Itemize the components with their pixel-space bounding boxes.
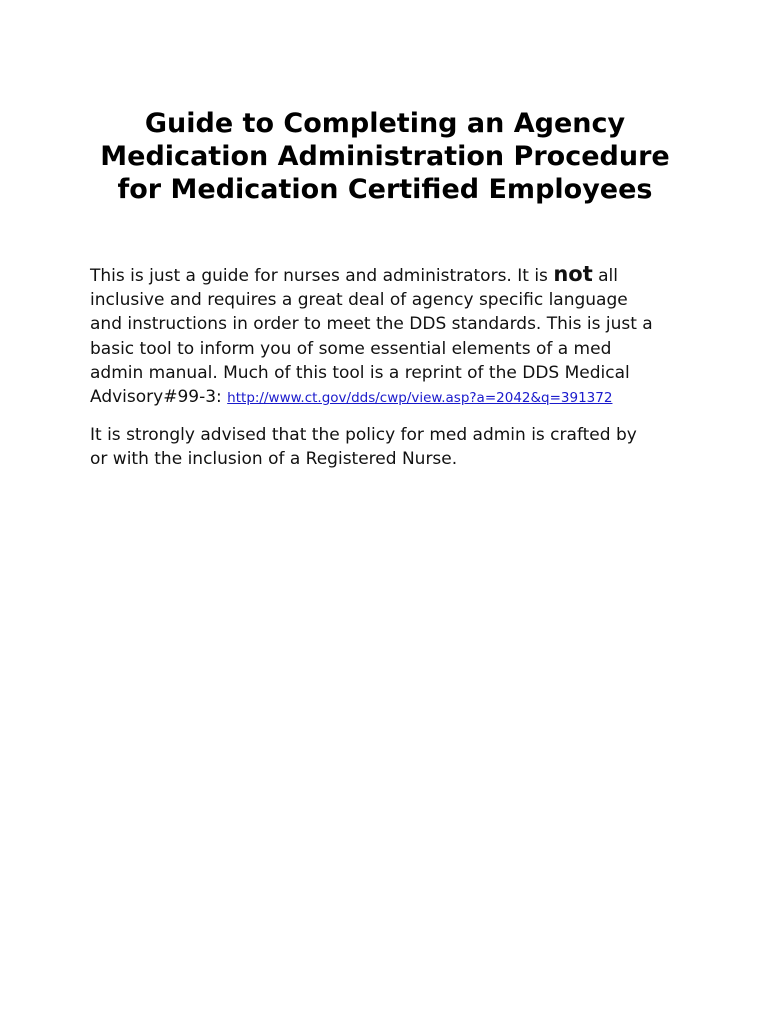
intro-line-1-text: This is just a guide for nurses and administrators. It is: [90, 266, 554, 286]
advice-paragraph: [90, 423, 690, 471]
title-line-3: for Medication Certified Employees: [117, 174, 653, 205]
intro-line-1: [90, 262, 690, 288]
advice-line-2: or with the inclusion of a Registered Nurse.: [90, 449, 458, 470]
intro-line-6: [90, 385, 690, 410]
intro-line-1-tail: all: [592, 266, 619, 286]
intro-line-5: admin manual. Much of this tool is a reprint of the DDS Medical: [90, 362, 630, 383]
advice-line-1: It is strongly advised that the policy for med admin is crafted by: [90, 425, 637, 445]
title-line-1: Guide to Completing an Agency: [144, 108, 626, 139]
advisory-link[interactable]: http://www.ct.gov/dds/cwp/view.asp?a=2042&q=391372: [227, 390, 613, 407]
emphasis-not: not: [553, 262, 593, 286]
document-title: [60, 107, 710, 206]
intro-line-2: inclusive and requires a great deal of agency specific language: [90, 290, 628, 311]
title-line-2: Medication Administration Procedure: [100, 141, 670, 172]
intro-paragraph: [90, 262, 690, 410]
intro-line-4: basic tool to inform you of some essential elements of a med: [90, 338, 612, 359]
advisory-label: Advisory#99-3:: [90, 387, 228, 408]
intro-line-3: and instructions in order to meet the DDS standards. This is just a: [90, 314, 653, 335]
